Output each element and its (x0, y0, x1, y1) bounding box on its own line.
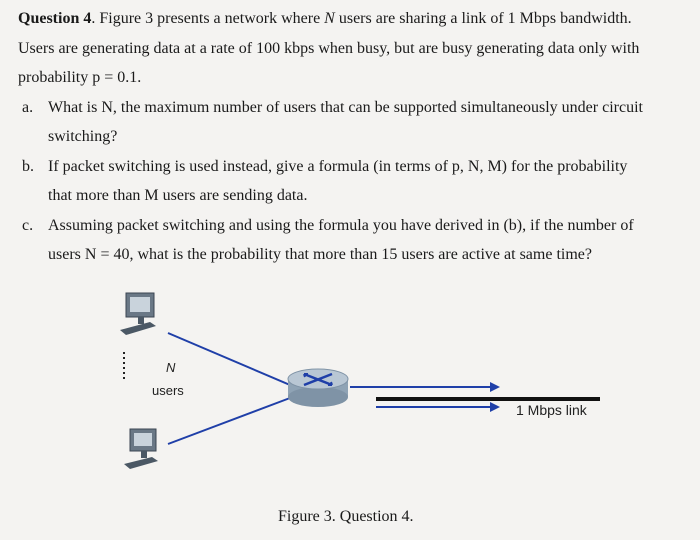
access-line (168, 333, 290, 385)
item-marker: b. (22, 157, 34, 175)
item-c: c. Assuming packet switching and using the formula you have derived in (b), if the number of users N = 40, what is the probability that more than 15 users are active at same time? (18, 211, 690, 270)
question-line-2: Users are generating data at a rate of 100 kbps when busy, but are busy generating data only with (18, 39, 640, 57)
computer-icon (124, 429, 158, 469)
question-number: Question 4 (18, 10, 92, 27)
figure-caption: Figure 3. Question 4. (278, 508, 414, 525)
access-line (168, 398, 290, 444)
router-icon (288, 369, 348, 407)
link-label: 1 Mbps link (516, 402, 587, 418)
computer-icon (120, 293, 156, 335)
item-a: a. What is N, the maximum number of users that can be supported simultaneously under circuit switching? (18, 93, 690, 152)
users-label: users (152, 383, 184, 398)
item-marker: a. (22, 98, 34, 116)
question-line-1: Question 4. Figure 3 presents a network where N users are sharing a link of 1 Mbps bandwidth. (18, 10, 632, 27)
n-label: N (166, 360, 176, 375)
item-marker: c. (22, 216, 34, 234)
question-line-3: probability p = 0.1. (18, 69, 142, 86)
item-b: b. If packet switching is used instead, give a formula (in terms of p, N, M) for the probability that more than M users are sending data. (18, 152, 690, 211)
